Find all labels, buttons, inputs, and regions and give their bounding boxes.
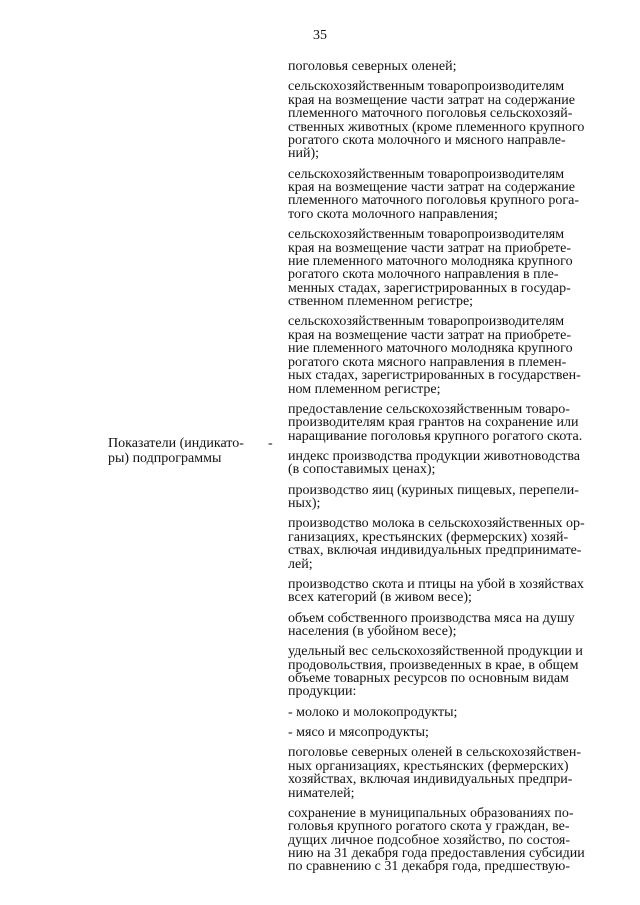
paragraph: предоставление сельскохозяйственным товаро- производителям края грантов на сохранение или наращивание поголовья крупного рогатого скота. bbox=[288, 401, 583, 444]
paragraph-list bbox=[288, 60, 610, 881]
indicators-label: Показатели (индикато- ры) подпрограммы bbox=[108, 436, 244, 466]
paragraph: производство скота и птицы на убой в хозяйствах всех категорий (в живом весе); bbox=[288, 576, 584, 606]
page-number: 35 bbox=[313, 28, 327, 43]
paragraph: производство молока в сельскохозяйственных ор- ганизациях, крестьянских (фермерских) хозяй- ствах, включая индивидуальных предпринимате- лей; bbox=[288, 516, 585, 572]
paragraph: индекс производства продукции животноводства (в сопоставимых ценах); bbox=[288, 448, 581, 478]
dash-separator: - bbox=[268, 436, 273, 451]
paragraph: - мясо и мясопродукты; bbox=[288, 725, 429, 741]
paragraph: поголовье северных оленей в сельскохозяйствен- ных организациях, крестьянских (фермерских) хозяйствах, включая индивидуальных предпри- нимателей; bbox=[288, 745, 582, 801]
paragraph: - молоко и молокопродукты; bbox=[288, 704, 458, 720]
paragraph: удельный вес сельскохозяйственной продукции и продовольствия, произведенных в крае, в общем объеме товарных ресурсов по основным видам продукции: bbox=[288, 644, 583, 700]
paragraph: сельскохозяйственным товаропроизводителям края на возмещение части затрат на приобрете- ние племенного маточного молодняка крупного рогатого скота молочного направления в пле- менных стадах, зарегистрированных в государ- ственном племенном регистре; bbox=[288, 227, 573, 310]
paragraph: сельскохозяйственным товаропроизводителям края на возмещение части затрат на содержание племенного маточного поголовья сельскохозяй- ственных животных (кроме племенного крупного рогатого скота молочного и мясного направле- ний); bbox=[288, 79, 585, 162]
paragraph: сельскохозяйственным товаропроизводителям края на возмещение части затрат на содержание племенного маточного поголовья крупного рога- того скота молочного направления; bbox=[288, 166, 579, 222]
paragraph: сохранение в муниципальных образованиях по- головья крупного рогатого скота у граждан, ве- дущих личное подсобное хозяйство, по состоя- нию на 31 декабря года предоставления субсидии по сравнению с 31 декабря года, предшествую- bbox=[288, 805, 585, 875]
paragraph: производство яиц (куриных пищевых, перепели- ных); bbox=[288, 482, 579, 512]
paragraph: поголовья северных оленей; bbox=[288, 59, 457, 74]
paragraph: сельскохозяйственным товаропроизводителям края на возмещение части затрат на приобрете- ние племенного маточного молодняка крупного рогатого скота мясного направления в племен- ных стадах, зарегистрированных в государствен- ном племенном регистре; bbox=[288, 314, 581, 397]
paragraph: объем собственного производства мяса на душу населения (в убойном весе); bbox=[288, 610, 575, 639]
